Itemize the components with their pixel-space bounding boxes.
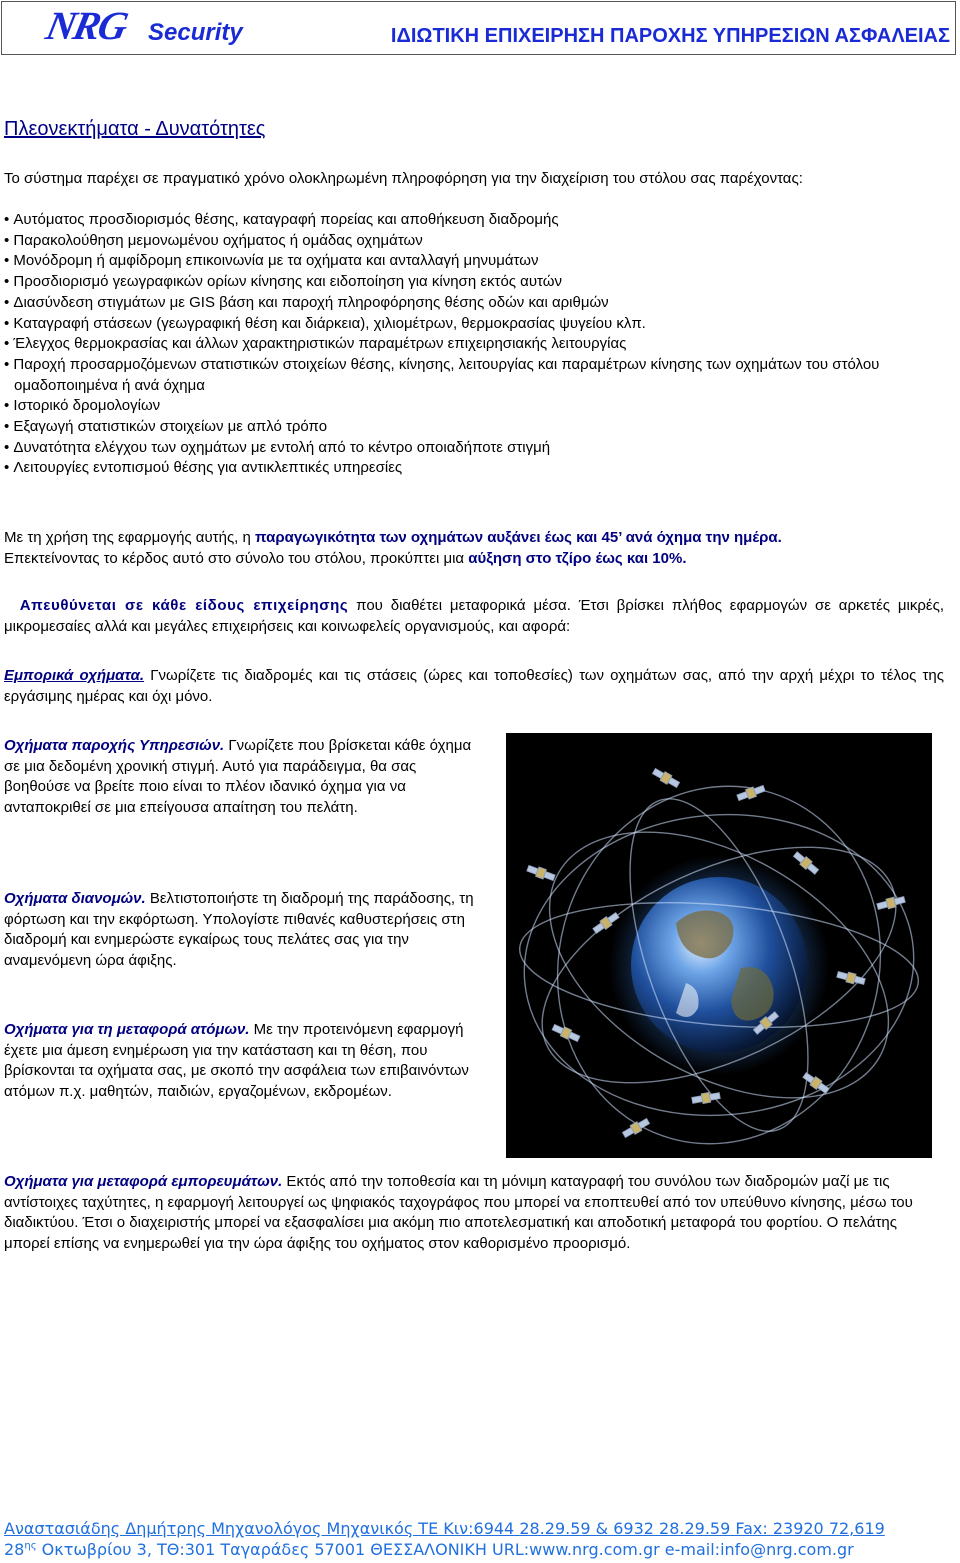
sector-title: Οχήματα για τη μεταφορά ατόμων. bbox=[4, 1021, 250, 1038]
list-item: • Ιστορικό δρομολογίων bbox=[4, 396, 934, 417]
footer-ordinal: ης bbox=[24, 1540, 37, 1552]
productivity-text: Με τη χρήση της εφαρμογής αυτής, η bbox=[4, 529, 256, 546]
turnover-text: Επεκτείνοντας το κέρδος αυτό στο σύνολο του στόλου, προκύπτει μια bbox=[4, 549, 469, 567]
list-item: • Παροχή προσαρμοζόμενων στατιστικών στοιχείων θέσης, κίνησης, λειτουργίας και παραμέτρων κίνησης των οχημάτων του στόλου ομαδοποιημένα ή ανά όχημα bbox=[4, 355, 934, 396]
list-item: • Παρακολούθηση μεμονωμένου οχήματος ή ομάδας οχημάτων bbox=[4, 231, 934, 252]
sector-title: Οχήματα για μεταφορά εμπορευμάτων. bbox=[4, 1173, 283, 1190]
list-item: • Λειτουργίες εντοπισμού θέσης για αντικλεπτικές υπηρεσίες bbox=[4, 458, 934, 479]
header-tagline: ΙΔΙΩΤΙΚΗ ΕΠΙΧΕΙΡΗΣΗ ΠΑΡΟΧΗΣ ΥΠΗΡΕΣΙΩΝ ΑΣΦΑΛΕΙΑΣ bbox=[390, 25, 950, 47]
audience-paragraph bbox=[4, 596, 944, 637]
sector-title: Οχήματα διανομών. bbox=[4, 890, 146, 907]
footer-address-text: Οκτωβρίου 3, ΤΘ:301 Ταγαράδες 57001 ΘΕΣΣΑΛΟΝΙΚΗ URL:www.nrg.com.gr e-mail:info@nrg.com.gr bbox=[36, 1540, 854, 1559]
sector-text: Γνωρίζετε τις διαδρομές και τις στάσεις (ώρες και τοποθεσίες) των οχημάτων σας, από την αρχή μέχρι το τέλος της εργάσιμης ημέρας και όχι μόνο. bbox=[4, 667, 945, 705]
sector-goods bbox=[4, 1172, 924, 1255]
sector-passengers bbox=[4, 1020, 480, 1103]
list-item: • Έλεγχος θερμοκρασίας και άλλων χαρακτηριστικών παραμέτρων επιχειρησιακής λειτουργίας bbox=[4, 334, 934, 355]
audience-text: που διαθέτει μεταφορικά μέσα. Έτσι βρίσκει πλήθος εφαρμογών σε αρκετές μικρές, μικρομεσαίες αλλά και μεγάλες επιχειρήσεις και κοινωφελείς οργανισμούς, και αφορά: bbox=[4, 597, 944, 635]
features-list bbox=[4, 210, 934, 479]
page-header bbox=[1, 1, 956, 55]
footer-street-number: 28 bbox=[4, 1540, 25, 1559]
footer-address-line bbox=[4, 1540, 954, 1560]
list-item: • Διασύνδεση στιγμάτων με GIS βάση και παροχή πληροφόρησης θέσης οδών και αριθμών bbox=[4, 293, 934, 314]
footer-contact-line: Αναστασιάδης Δημήτρης Μηχανολόγος Μηχανικός ΤΕ Κιν:6944 28.29.59 & 6932 28.29.59 Fax: 23920 72,619 bbox=[4, 1519, 885, 1538]
intro-paragraph: Το σύστημα παρέχει σε πραγματικό χρόνο ολοκληρωμένη πληροφόρηση για την διαχείριση του στόλου σας παρέχοντας: bbox=[4, 170, 803, 187]
section-heading: Πλεονεκτήματα - Δυνατότητες bbox=[4, 118, 266, 140]
list-item: • Καταγραφή στάσεων (γεωγραφική θέση και διάρκεια), χιλιομέτρων, θερμοκρασίας ψυγείου κλπ. bbox=[4, 314, 934, 335]
sector-distribution bbox=[4, 889, 480, 972]
sector-text: Εκτός από την τοποθεσία και τη μόνιμη καταγραφή του συνόλου των διαδρομών μαζί με τις αντίστοιχες ταχύτητες, η εφαρμογή λειτουργεί ως ψηφιακός ταχογράφος που μπορεί να εποπτευθεί από τον υπεύθυνο κίνησης, μέσω του διαδικτύου. Έτσι ο διαχειριστής μπορεί να εξασφαλίσει μια ακόμη πιο αποτελεσματική και αποδοτική μεταφορά του φορτίου. Ο πελάτης μπορεί επίσης να ενημερωθεί για την ώρα άφιξης του οχήματος στον καθορισμένο προορισμό. bbox=[4, 1173, 913, 1253]
sector-text: Γνωρίζετε που βρίσκεται κάθε όχημα σε μια δεδομένη χρονική στιγμή. Αυτό για παράδειγμα, θα σας βοηθούσε να βρείτε ποιο είναι το πλέον ιδανικό όχημα για να ανταποκριθεί σε μια επείγουσα απαίτηση του πελάτη. bbox=[4, 737, 472, 817]
sector-text: Με την προτεινόμενη εφαρμογή έχετε μια άμεση ενημέρωση για την κατάσταση και τη θέση, που βρίσκονται τα οχήματα σας, με σκοπό την ασφάλεια των επιβαινόντων ατόμων π.χ. μαθητών, παιδιών, εργαζομένων, εκδρομέων. bbox=[4, 1021, 469, 1101]
logo-security-word: Security bbox=[148, 19, 243, 46]
sector-text: Βελτιστοποιήστε τη διαδρομή της παράδοσης, τη φόρτωση και την εκφόρτωση. Υπολογίστε πιθανές καθυστερήσεις στη διαδρομή και ενημερώστε εγκαίρως τους πελάτες σας για την αναμενόμενη ώρα άφιξης. bbox=[4, 890, 474, 970]
sector-services bbox=[4, 736, 480, 819]
productivity-paragraph bbox=[4, 528, 949, 569]
nrg-logo: NRG bbox=[42, 3, 131, 48]
sector-title: Εμπορικά οχήματα. bbox=[4, 667, 145, 684]
sector-commercial bbox=[4, 666, 944, 707]
list-item: • Προσδιορισμό γεωγραφικών ορίων κίνησης και ειδοποίηση για κίνηση εκτός αυτών bbox=[4, 272, 934, 293]
list-item: • Δυνατότητα ελέγχου των οχημάτων με εντολή από το κέντρο οποιαδήποτε στιγμή bbox=[4, 438, 934, 459]
productivity-highlight: παραγωγικότητα των οχημάτων αυξάνει έως και 45’ ανά όχημα την ημέρα. bbox=[255, 529, 782, 546]
list-item: • Μονόδρομη ή αμφίδρομη επικοινωνία με τα οχήματα και ανταλλαγή μηνυμάτων bbox=[4, 251, 934, 272]
sector-title: Οχήματα παροχής Υπηρεσιών. bbox=[4, 737, 225, 754]
list-item: • Εξαγωγή στατιστικών στοιχείων με απλό τρόπο bbox=[4, 417, 934, 438]
audience-lead: Απευθύνεται σε κάθε είδους επιχείρησης bbox=[19, 597, 349, 614]
list-item: • Αυτόματος προσδιορισμός θέσης, καταγραφή πορείας και αποθήκευση διαδρομής bbox=[4, 210, 934, 231]
turnover-highlight: αύξηση στο τζίρο έως και 10%. bbox=[468, 549, 687, 567]
satellite-constellation-image bbox=[506, 733, 932, 1158]
satellite-constellation-earth-icon bbox=[506, 733, 932, 1158]
